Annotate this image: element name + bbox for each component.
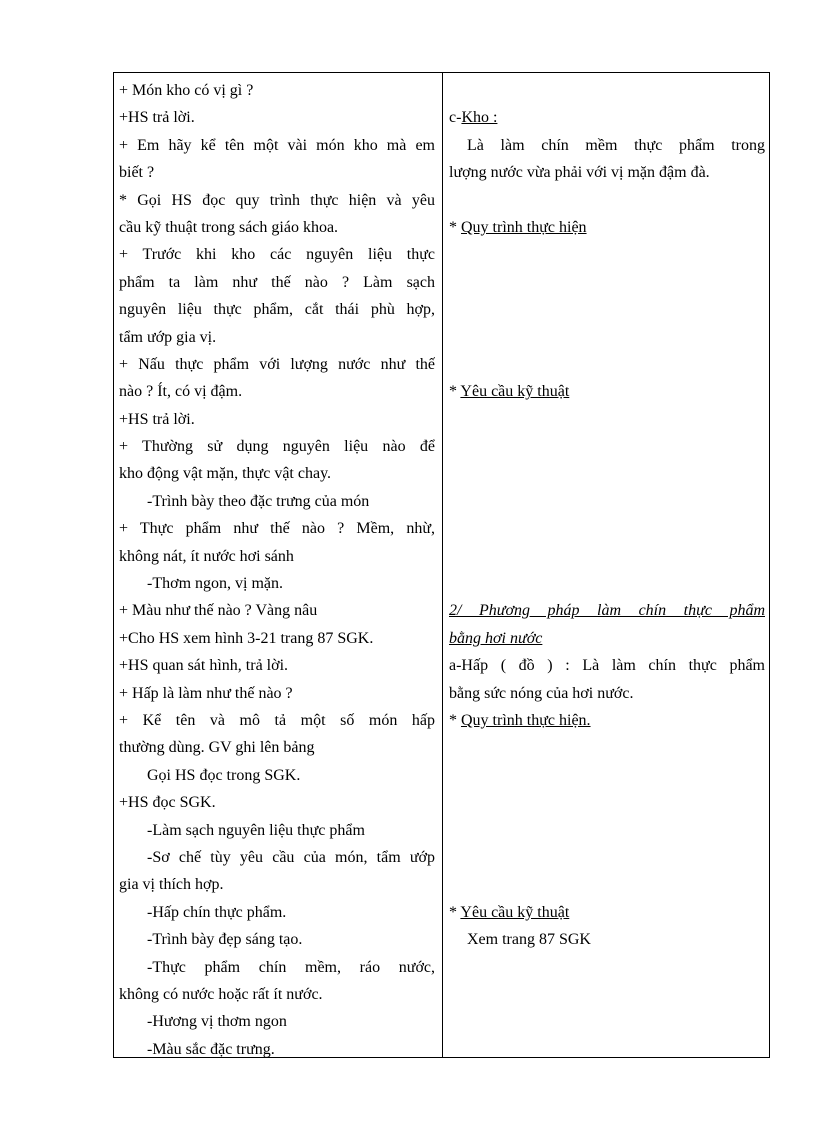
right-blank-line [449,324,765,351]
right-blank-line [449,543,765,570]
method-2-title: 2/ Phương pháp làm chín thực phẩm [449,602,765,620]
hap-process-label: Quy trình thực hiện. [461,711,591,729]
kho-requirement-heading [449,378,765,405]
content-column [449,77,765,954]
left-line: + Thực phẩm như thế nào ? Mềm, nhừ, [119,520,435,538]
right-blank-line [449,269,765,296]
left-line: -Màu sắc đặc trưng. [147,1040,275,1058]
right-blank-line [449,789,765,816]
hap-description-1: a-Hấp ( đồ ) : Là làm chín thực phẩm [449,657,765,675]
left-line: + Nấu thực phẩm với lượng nước như thế [119,355,435,373]
hap-process-heading [449,707,765,734]
right-blank-line [449,77,765,104]
right-blank-line [449,488,765,515]
right-blank-line [449,570,765,597]
hap-description-2: bằng sức nóng của hơi nước. [449,684,634,702]
left-line: nào ? Ít, có vị đậm. [119,383,243,401]
left-line: +HS trả lời. [119,109,195,127]
left-line: + Kể tên và mô tả một số món hấp [119,711,435,729]
left-line: phẩm ta làm như thế nào ? Làm sạch [119,273,435,291]
left-line: cầu kỹ thuật trong sách giáo khoa. [119,218,339,236]
column-divider [442,73,443,1057]
left-line: +HS quan sát hình, trả lời. [119,657,289,675]
right-blank-line [449,406,765,433]
right-blank-line [449,515,765,542]
method-2-title-cont: bằng hơi nước [449,629,543,647]
left-line: kho động vật mặn, thực vật chay. [119,465,332,483]
kho-process-label: Quy trình thực hiện [461,218,587,236]
right-blank-line [449,762,765,789]
left-line: +HS đọc SGK. [119,794,216,812]
left-line: -Thơm ngon, vị mặn. [147,575,283,593]
left-line: +Cho HS xem hình 3-21 trang 87 SGK. [119,629,374,647]
teacher-student-activity-column [119,77,435,1063]
left-line: không nát, ít nước hơi sánh [119,547,294,565]
left-line: + Trước khi kho các nguyên liệu thực [119,246,435,264]
left-line: -Hấp chín thực phẩm. [147,903,287,921]
right-blank-line [449,241,765,268]
left-line: Gọi HS đọc trong SGK. [147,766,301,784]
left-line: gia vị thích hợp. [119,876,224,894]
left-line: nguyên liệu thực phẩm, cắt thái phù hợp, [119,301,435,319]
bullet-star: * [449,903,461,921]
kho-description-1: Là làm chín mềm thực phẩm trong [467,136,765,154]
left-line: * Gọi HS đọc quy trình thực hiện và yêu [119,191,435,209]
left-line: + Hấp là làm như thế nào ? [119,684,293,702]
kho-process-heading [449,214,765,241]
left-line: + Em hãy kể tên một vài món kho mà em [119,136,435,154]
kho-description-2: lượng nước vừa phải với vị mặn đậm đà. [449,164,710,182]
right-blank-line [449,433,765,460]
left-line: không có nước hoặc rất ít nước. [119,985,323,1003]
left-line: thường dùng. GV ghi lên bảng [119,739,315,757]
left-line: -Trình bày đẹp sáng tạo. [147,931,303,949]
hap-reference: Xem trang 87 SGK [467,931,591,949]
hap-requirement-label: Yêu cầu kỹ thuật [460,903,570,921]
kho-requirement-label: Yêu cầu kỹ thuật [460,383,570,401]
right-blank-line [449,871,765,898]
left-line: -Trình bày theo đặc trưng của món [147,492,370,510]
right-blank-line [449,734,765,761]
right-blank-line [449,187,765,214]
bullet-star: * [449,711,461,729]
hap-requirement-heading [449,899,765,926]
bullet-star: * [449,383,461,401]
left-line: + Món kho có vị gì ? [119,82,254,99]
right-blank-line [449,817,765,844]
left-line: biết ? [119,164,155,182]
right-blank-line [449,296,765,323]
left-line: -Thực phẩm chín mềm, ráo nước, [147,958,435,976]
left-line: -Làm sạch nguyên liệu thực phẩm [147,821,365,839]
left-line: -Hương vị thơm ngon [147,1013,287,1031]
left-line: -Sơ chế tùy yêu cầu của món, tẩm ướp [147,848,435,866]
right-blank-line [449,460,765,487]
bullet-star: * [449,218,461,236]
left-line: tẩm ướp gia vị. [119,328,217,346]
lesson-table [113,72,770,1058]
kho-heading [449,104,765,131]
kho-prefix: c- [449,109,462,127]
left-line: +HS trả lời. [119,410,195,428]
left-line: + Thường sử dụng nguyên liệu nào để [119,438,435,456]
kho-title: Kho : [461,109,498,127]
left-line: + Màu như thế nào ? Vàng nâu [119,602,318,620]
right-blank-line [449,844,765,871]
right-blank-line [449,351,765,378]
